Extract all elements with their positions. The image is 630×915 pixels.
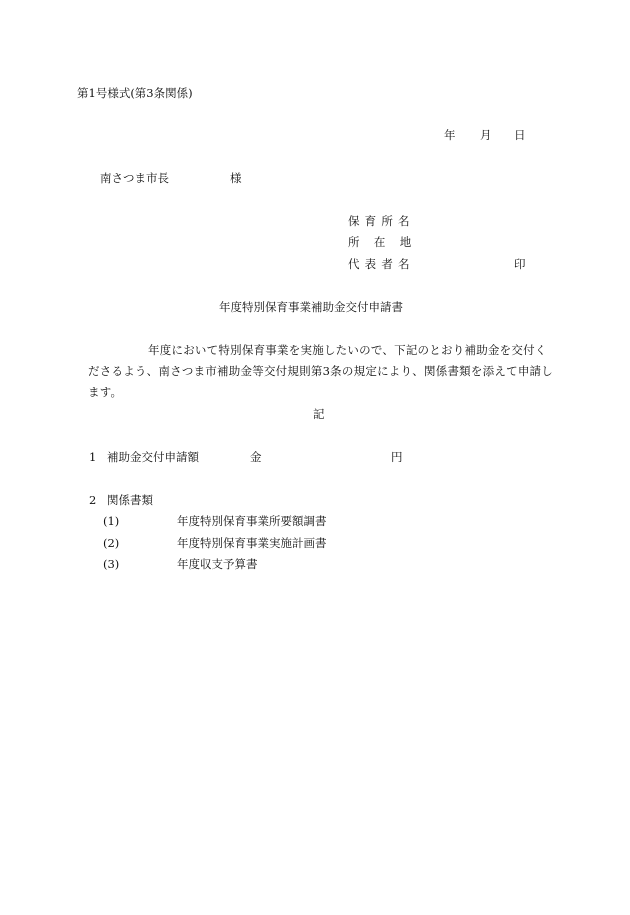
addressee-name: 南さつま市長: [100, 171, 169, 185]
body-line-1: 年度において特別保育事業を実施したいので、下記のとおり補助金を交付く: [148, 343, 547, 357]
item1-suffix: 円: [391, 450, 403, 464]
seal-mark: 印: [514, 257, 526, 271]
doc-2-name: 年度特別保育事業実施計画書: [177, 536, 327, 550]
item2-label: 関係書類: [107, 493, 153, 507]
doc-2-number: (2): [103, 536, 120, 550]
doc-1-name: 年度特別保育事業所要額調書: [177, 514, 327, 528]
ki-mark: 記: [313, 407, 325, 421]
body-line-3: ます。: [88, 385, 123, 399]
body-line-2: ださるよう、南さつま市補助金等交付規則第3条の規定により、関係書類を添えて申請し: [88, 364, 554, 378]
representative-label: 代表者名: [348, 257, 415, 271]
item1-prefix: 金: [250, 450, 262, 464]
date-year: 年: [444, 128, 456, 142]
doc-3-name: 年度収支予算書: [177, 557, 258, 571]
item1-label: 補助金交付申請額: [107, 450, 199, 464]
facility-label: 保育所名: [348, 214, 415, 228]
doc-3-number: (3): [103, 557, 120, 571]
form-label: 第1号様式(第3条関係): [77, 86, 193, 100]
document-title: 年度特別保育事業補助金交付申請書: [219, 300, 403, 314]
item2-number: 2: [89, 493, 97, 507]
date-month: 月: [480, 128, 492, 142]
location-label: 所在地: [348, 235, 426, 249]
doc-1-number: (1): [103, 514, 120, 528]
item1-number: 1: [89, 450, 97, 464]
addressee-honorific: 様: [230, 171, 242, 185]
date-day: 日: [514, 128, 526, 142]
